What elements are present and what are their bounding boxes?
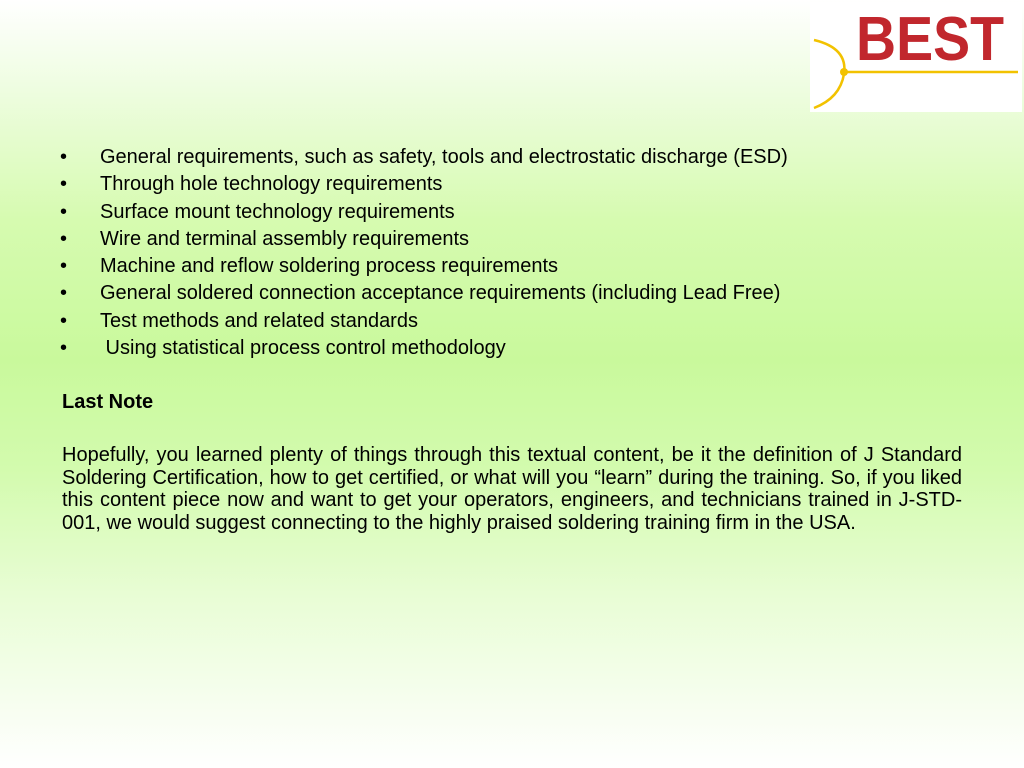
logo-wordmark: BEST: [856, 5, 1005, 74]
list-item-text: Test methods and related standards: [100, 309, 418, 332]
list-item: [60, 335, 980, 362]
requirements-list: [60, 144, 980, 362]
bullet-symbol: •: [60, 309, 68, 332]
list-item: [60, 199, 980, 226]
list-item: [60, 280, 980, 307]
section-heading: Last Note: [62, 391, 154, 413]
list-item-text: Wire and terminal assembly requirements: [100, 227, 470, 250]
bullet-symbol: •: [60, 255, 68, 278]
section-paragraph: Hopefully, you learned plenty of things through this textual content, be it the definition of J Standard Soldering Certification, how to get certified, or what will you “learn” during the training. So, if you liked this content piece now and want to get your operators, engineers, and technicians trained in J-STD-001, we would suggest connecting to the highly praised soldering training firm in the USA.: [62, 444, 962, 534]
list-item-text: Through hole technology requirements: [100, 173, 443, 196]
list-item-text: General soldered connection acceptance requirements (including Lead Free): [100, 282, 781, 305]
list-item: [60, 253, 980, 280]
list-item: [60, 308, 980, 335]
list-item: [60, 144, 980, 171]
bullet-symbol: •: [60, 173, 68, 196]
bullet-symbol: •: [60, 282, 68, 305]
bullet-symbol: •: [60, 227, 68, 250]
logo-graphic: [810, 2, 1022, 112]
list-item-text: Surface mount technology requirements: [100, 200, 455, 223]
logo-dot: [840, 68, 848, 76]
bullet-symbol: •: [60, 200, 68, 223]
bullet-symbol: •: [60, 146, 68, 168]
list-item-text: General requirements, such as safety, tools and electrostatic discharge (ESD): [100, 146, 788, 168]
best-logo: [810, 2, 1022, 112]
bullet-symbol: •: [60, 337, 68, 360]
list-item-text: Using statistical process control methodology: [100, 337, 506, 360]
logo-arc: [814, 40, 844, 108]
list-item: [60, 171, 980, 198]
list-item: [60, 226, 980, 253]
list-item-text: Machine and reflow soldering process requirements: [100, 255, 559, 278]
